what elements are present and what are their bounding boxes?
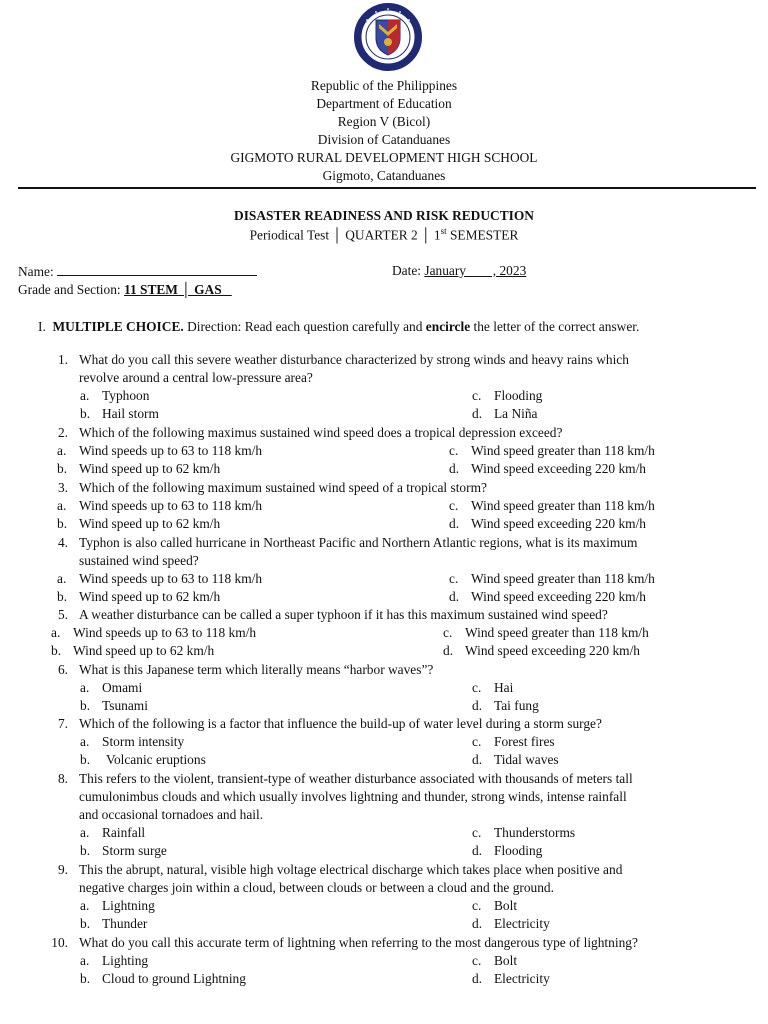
question-text: Which of the following maximus sustained wind speed does a tropical depression exceed? <box>79 425 563 440</box>
option-letter-b[interactable]: b. <box>57 589 68 605</box>
question-text: revolve around a central low-pressure area? <box>79 370 313 386</box>
option-text-d[interactable]: Wind speed exceeding 220 km/h <box>465 643 640 659</box>
option-text-c[interactable]: Hai <box>494 680 514 696</box>
name-label: Name: <box>18 264 54 279</box>
option-text-b[interactable]: Volcanic eruptions <box>106 752 206 768</box>
question-text: A weather disturbance can be called a super typhoon if it has this maximum sustained wind speed? <box>79 607 608 622</box>
option-text-c[interactable]: Wind speed greater than 118 km/h <box>471 443 655 459</box>
grade-section-label: Grade and Section: <box>18 282 121 297</box>
section-heading: I. MULTIPLE CHOICE. Direction: Read each question carefully and encircle the letter of the correct answer. <box>38 319 640 334</box>
option-letter-c[interactable]: c. <box>449 498 459 514</box>
option-letter-a[interactable]: a. <box>80 953 90 969</box>
option-text-a[interactable]: Omami <box>102 680 143 696</box>
grade-section-field <box>18 282 232 298</box>
test-subject-title: DISASTER READINESS AND RISK REDUCTION <box>234 208 534 223</box>
option-letter-d[interactable]: d. <box>449 516 460 532</box>
option-text-c[interactable]: Thunderstorms <box>494 825 576 841</box>
question-text: sustained wind speed? <box>79 553 199 569</box>
question-number: 1. <box>57 352 68 367</box>
header-republic: Republic of the Philippines <box>310 78 458 93</box>
date-label: Date: <box>392 263 421 278</box>
option-letter-c[interactable]: c. <box>472 680 482 696</box>
option-text-a[interactable]: Wind speeds up to 63 to 118 km/h <box>79 443 263 459</box>
option-text-c[interactable]: Flooding <box>494 388 543 404</box>
option-letter-d[interactable]: d. <box>472 752 483 768</box>
option-text-a[interactable]: Wind speeds up to 63 to 118 km/h <box>79 498 263 514</box>
option-text-c[interactable]: Forest fires <box>494 734 555 750</box>
option-text-c[interactable]: Wind speed greater than 118 km/h <box>471 571 655 587</box>
option-text-b[interactable]: Thunder <box>102 916 148 932</box>
question-text: This refers to the violent, transient-type of weather disturbance associated with thousands of meters tall <box>79 771 633 786</box>
header-region: Region V (Bicol) <box>337 114 431 129</box>
option-letter-a[interactable]: a. <box>80 734 90 750</box>
option-letter-b[interactable]: b. <box>80 971 91 987</box>
option-text-d[interactable]: Electricity <box>494 916 550 932</box>
question-text: What do you call this accurate term of lightning when referring to the most dangerous type of lightning? <box>79 935 638 950</box>
option-text-b[interactable]: Wind speed up to 62 km/h <box>73 643 215 659</box>
option-letter-b[interactable]: b. <box>80 843 91 859</box>
option-text-b[interactable]: Wind speed up to 62 km/h <box>79 461 221 477</box>
header-school: GIGMOTO RURAL DEVELOPMENT HIGH SCHOOL <box>230 150 538 165</box>
option-letter-d[interactable]: d. <box>472 406 483 422</box>
option-letter-a[interactable]: a. <box>51 625 61 641</box>
option-text-b[interactable]: Hail storm <box>102 406 159 422</box>
question-text: What do you call this severe weather disturbance characterized by strong winds and heavy rains which <box>79 352 629 367</box>
option-letter-b[interactable]: b. <box>80 406 91 422</box>
option-letter-d[interactable]: d. <box>443 643 454 659</box>
header-divider <box>18 187 756 189</box>
option-letter-c[interactable]: c. <box>472 825 482 841</box>
option-letter-a[interactable]: a. <box>80 825 90 841</box>
option-letter-c[interactable]: c. <box>472 953 482 969</box>
header-address: Gigmoto, Catanduanes <box>322 168 446 183</box>
option-text-a[interactable]: Typhoon <box>102 388 150 404</box>
option-text-c[interactable]: Wind speed greater than 118 km/h <box>471 498 655 514</box>
option-letter-c[interactable]: c. <box>443 625 453 641</box>
option-text-c[interactable]: Wind speed greater than 118 km/h <box>465 625 649 641</box>
question-text: negative charges join within a cloud, between clouds or between a cloud and the ground. <box>79 880 554 896</box>
header-division: Division of Catanduanes <box>317 132 451 147</box>
question-text: Which of the following maximum sustained wind speed of a tropical storm? <box>79 480 487 495</box>
option-letter-c[interactable]: c. <box>472 734 482 750</box>
option-letter-d[interactable]: d. <box>472 971 483 987</box>
option-letter-d[interactable]: d. <box>449 589 460 605</box>
name-blank-line <box>57 263 257 276</box>
option-text-d[interactable]: Electricity <box>494 971 550 987</box>
option-text-d[interactable]: La Niña <box>494 406 538 422</box>
question-text: and occasional tornadoes and hail. <box>79 807 264 823</box>
option-letter-b[interactable]: b. <box>57 461 68 477</box>
option-letter-b[interactable]: b. <box>80 698 91 714</box>
question-text: What is this Japanese term which literally means “harbor waves”? <box>79 662 434 677</box>
deped-seal-logo <box>346 2 430 72</box>
question-text: Typhon is also called hurricane in Northeast Pacific and Northern Atlantic regions, what is its maximum <box>79 535 638 550</box>
question-number: 2. <box>57 425 68 440</box>
option-letter-c[interactable]: c. <box>449 443 459 459</box>
option-letter-a[interactable]: a. <box>80 680 90 696</box>
option-letter-b[interactable]: b. <box>57 516 68 532</box>
question-text: cumulonimbus clouds and which usually involves lightning and thunder, strong winds, intense rainfall <box>79 789 627 805</box>
question-text: This the abrupt, natural, visible high voltage electrical discharge which takes place when positive and <box>79 862 623 877</box>
option-text-a[interactable]: Rainfall <box>102 825 146 841</box>
option-text-b[interactable]: Wind speed up to 62 km/h <box>79 516 221 532</box>
option-text-d[interactable]: Tidal waves <box>494 752 559 768</box>
option-letter-a[interactable]: a. <box>80 388 90 404</box>
option-text-b[interactable]: Cloud to ground Lightning <box>102 971 246 987</box>
option-text-d[interactable]: Wind speed exceeding 220 km/h <box>471 516 646 532</box>
header-department: Department of Education <box>316 96 452 111</box>
option-text-b[interactable]: Tsunami <box>102 698 148 714</box>
name-field <box>18 263 257 280</box>
option-letter-a[interactable]: a. <box>80 898 90 914</box>
option-text-c[interactable]: Bolt <box>494 953 518 969</box>
question-number: 6. <box>57 662 68 677</box>
option-letter-b[interactable]: b. <box>80 916 91 932</box>
option-text-a[interactable]: Lighting <box>102 953 149 969</box>
option-letter-a[interactable]: a. <box>57 443 67 459</box>
option-letter-a[interactable]: a. <box>57 498 67 514</box>
question-number: 3. <box>57 480 68 495</box>
question-text: Which of the following is a factor that influence the build-up of water level during a storm surge? <box>79 716 602 731</box>
option-letter-c[interactable]: c. <box>472 388 482 404</box>
option-letter-b[interactable]: b. <box>80 752 91 768</box>
test-subtitle: Periodical Test │ QUARTER 2 │ 1st SEMESTER <box>249 226 519 243</box>
option-text-a[interactable]: Wind speeds up to 63 to 118 km/h <box>79 571 263 587</box>
question-number: 10. <box>51 935 68 950</box>
question-number: 9. <box>57 862 68 877</box>
question-number: 4. <box>57 535 68 550</box>
question-number: 8. <box>57 771 68 786</box>
option-letter-d[interactable]: d. <box>472 916 483 932</box>
option-text-a[interactable]: Wind speeds up to 63 to 118 km/h <box>73 625 257 641</box>
option-letter-d[interactable]: d. <box>472 698 483 714</box>
date-value: January , 2023 <box>424 263 527 278</box>
option-letter-a[interactable]: a. <box>57 571 67 587</box>
question-number: 5. <box>57 607 68 622</box>
option-text-b[interactable]: Storm surge <box>102 843 167 859</box>
option-text-d[interactable]: Flooding <box>494 843 543 859</box>
option-letter-b[interactable]: b. <box>51 643 62 659</box>
option-letter-c[interactable]: c. <box>449 571 459 587</box>
option-letter-d[interactable]: d. <box>449 461 460 477</box>
option-letter-d[interactable]: d. <box>472 843 483 859</box>
option-text-d[interactable]: Tai fung <box>494 698 539 714</box>
date-field <box>392 263 526 279</box>
question-number: 7. <box>57 716 68 731</box>
option-text-b[interactable]: Wind speed up to 62 km/h <box>79 589 221 605</box>
option-text-d[interactable]: Wind speed exceeding 220 km/h <box>471 461 646 477</box>
option-letter-c[interactable]: c. <box>472 898 482 914</box>
option-text-a[interactable]: Lightning <box>102 898 155 914</box>
option-text-c[interactable]: Bolt <box>494 898 518 914</box>
option-text-a[interactable]: Storm intensity <box>102 734 185 750</box>
option-text-d[interactable]: Wind speed exceeding 220 km/h <box>471 589 646 605</box>
grade-section-value: 11 STEM │ GAS <box>124 282 232 297</box>
